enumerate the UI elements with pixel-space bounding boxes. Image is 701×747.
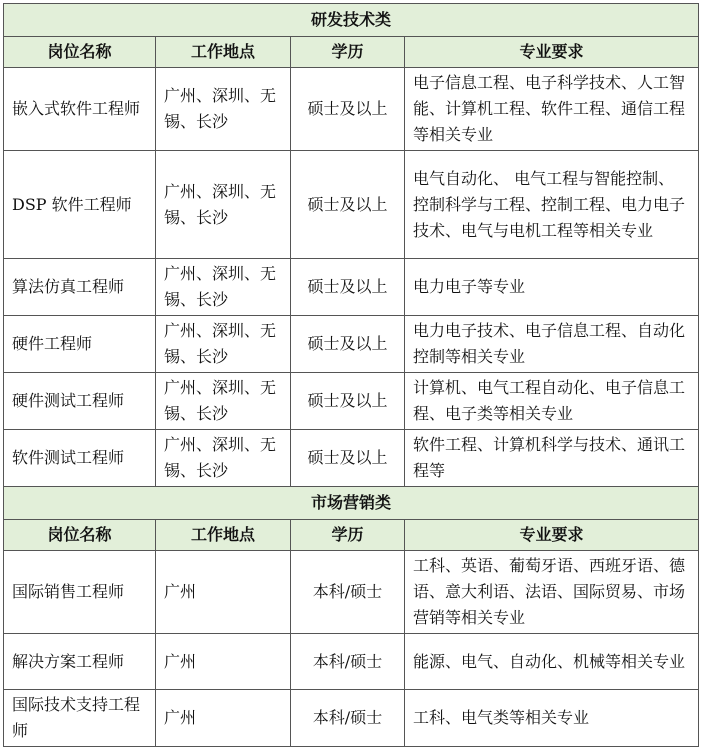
major-requirement: 工科、英语、葡萄牙语、西班牙语、德语、意大利语、法语、国际贸易、市场营销等相关专业 <box>405 551 699 634</box>
header-location: 工作地点 <box>156 520 291 551</box>
education: 硕士及以上 <box>291 373 405 430</box>
education: 硕士及以上 <box>291 259 405 316</box>
table-row <box>4 690 699 747</box>
header-location: 工作地点 <box>156 37 291 68</box>
header-education: 学历 <box>291 520 405 551</box>
work-location: 广州 <box>156 634 291 690</box>
header-major: 专业要求 <box>405 520 699 551</box>
position-name: 硬件工程师 <box>4 316 156 373</box>
section-title: 研发技术类 <box>4 4 699 37</box>
work-location: 广州、深圳、无锡、长沙 <box>156 259 291 316</box>
work-location: 广州、深圳、无锡、长沙 <box>156 430 291 487</box>
table-row <box>4 259 699 316</box>
table-row <box>4 634 699 690</box>
section-title: 市场营销类 <box>4 487 699 520</box>
major-requirement: 电力电子等专业 <box>405 259 699 316</box>
position-name: 解决方案工程师 <box>4 634 156 690</box>
table-row <box>4 316 699 373</box>
education: 硕士及以上 <box>291 316 405 373</box>
education: 本科/硕士 <box>291 551 405 634</box>
major-requirement: 计算机、电气工程自动化、电子信息工程、电子类等相关专业 <box>405 373 699 430</box>
recruitment-table <box>3 3 699 747</box>
position-name: 硬件测试工程师 <box>4 373 156 430</box>
position-name: 嵌入式软件工程师 <box>4 68 156 151</box>
table-row <box>4 430 699 487</box>
table-row <box>4 551 699 634</box>
header-position: 岗位名称 <box>4 37 156 68</box>
work-location: 广州、深圳、无锡、长沙 <box>156 151 291 259</box>
work-location: 广州 <box>156 690 291 747</box>
major-requirement: 能源、电气、自动化、机械等相关专业 <box>405 634 699 690</box>
table-row <box>4 373 699 430</box>
section-header-row <box>4 4 699 37</box>
column-header-row <box>4 520 699 551</box>
major-requirement: 工科、电气类等相关专业 <box>405 690 699 747</box>
table-row <box>4 68 699 151</box>
work-location: 广州、深圳、无锡、长沙 <box>156 316 291 373</box>
position-name: 软件测试工程师 <box>4 430 156 487</box>
header-education: 学历 <box>291 37 405 68</box>
position-name: DSP 软件工程师 <box>4 151 156 259</box>
major-requirement: 软件工程、计算机科学与技术、通讯工程等 <box>405 430 699 487</box>
education: 硕士及以上 <box>291 151 405 259</box>
work-location: 广州、深圳、无锡、长沙 <box>156 373 291 430</box>
header-major: 专业要求 <box>405 37 699 68</box>
work-location: 广州、深圳、无锡、长沙 <box>156 68 291 151</box>
major-requirement: 电力电子技术、电子信息工程、自动化控制等相关专业 <box>405 316 699 373</box>
major-requirement: 电气自动化、 电气工程与智能控制、控制科学与工程、控制工程、电力电子技术、电气与电机工程等相关专业 <box>405 151 699 259</box>
header-position: 岗位名称 <box>4 520 156 551</box>
education: 本科/硕士 <box>291 634 405 690</box>
column-header-row <box>4 37 699 68</box>
position-name: 国际销售工程师 <box>4 551 156 634</box>
work-location: 广州 <box>156 551 291 634</box>
section-header-row <box>4 487 699 520</box>
education: 本科/硕士 <box>291 690 405 747</box>
position-name: 国际技术支持工程师 <box>4 690 156 747</box>
major-requirement: 电子信息工程、电子科学技术、人工智能、计算机工程、软件工程、通信工程等相关专业 <box>405 68 699 151</box>
table-row <box>4 151 699 259</box>
position-name: 算法仿真工程师 <box>4 259 156 316</box>
education: 硕士及以上 <box>291 430 405 487</box>
education: 硕士及以上 <box>291 68 405 151</box>
